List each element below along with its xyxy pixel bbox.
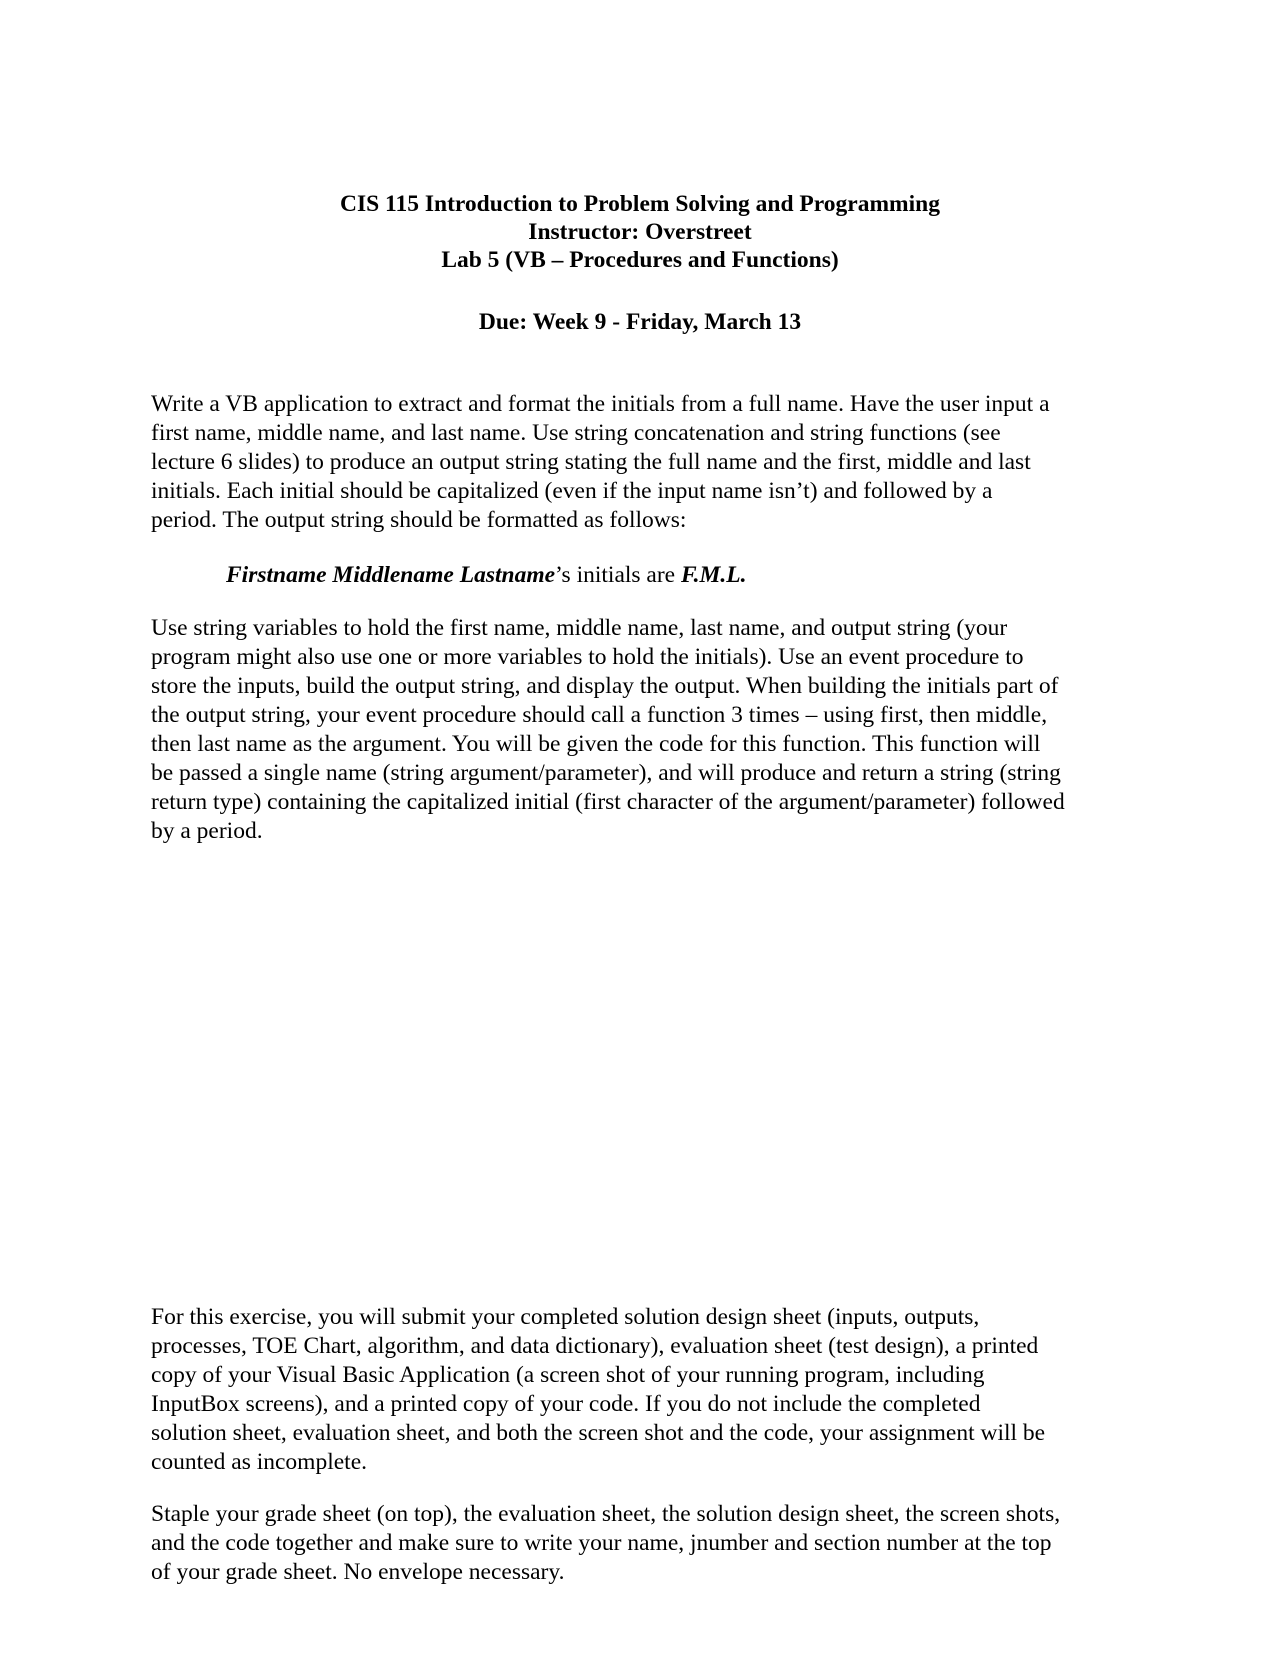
paragraph-submission: [151, 1303, 1141, 1477]
text-line: store the inputs, build the output string, and display the output. When building the initials part of: [151, 673, 1059, 699]
example-possessive: ’s initials are: [555, 562, 681, 588]
text-line: solution sheet, evaluation sheet, and both the screen shot and the code, your assignment will be: [151, 1420, 1046, 1446]
lab-title: Lab 5 (VB – Procedures and Functions): [441, 247, 839, 273]
text-line: Write a VB application to extract and format the initials from a full name. Have the user input a: [151, 391, 1050, 417]
text-line: be passed a single name (string argument/parameter), and will produce and return a string (string: [151, 760, 1061, 786]
text-line: counted as incomplete.: [151, 1449, 367, 1475]
text-line: InputBox screens), and a printed copy of your code. If you do not include the completed: [151, 1391, 981, 1417]
paragraph-variables: [151, 614, 1141, 846]
text-line: lecture 6 slides) to produce an output string stating the full name and the first, middle and last: [151, 449, 1031, 475]
due-date: Due: Week 9 - Friday, March 13: [478, 309, 802, 335]
text-line: Use string variables to hold the first name, middle name, last name, and output string (your: [151, 615, 1008, 641]
text-line: the output string, your event procedure should call a function 3 times – using first, then middle,: [151, 702, 1048, 728]
text-line: processes, TOE Chart, algorithm, and data dictionary), evaluation sheet (test design), a printed: [151, 1333, 1039, 1359]
paragraph-staple: [151, 1500, 1141, 1587]
course-title: CIS 115 Introduction to Problem Solving and Programming: [340, 191, 940, 217]
instructor-line: Instructor: Overstreet: [528, 219, 752, 245]
output-format-example: [226, 561, 747, 590]
text-line: and the code together and make sure to write your name, jnumber and section number at the top: [151, 1530, 1052, 1556]
text-line: initials. Each initial should be capitalized (even if the input name isn’t) and followed by a: [151, 478, 993, 504]
text-line: by a period.: [151, 818, 263, 844]
text-line: For this exercise, you will submit your completed solution design sheet (inputs, outputs,: [151, 1304, 980, 1330]
document-header: [0, 190, 1280, 274]
text-line: then last name as the argument. You will be given the code for this function. This function will: [151, 731, 1041, 757]
text-line: first name, middle name, and last name. Use string concatenation and string functions (see: [151, 420, 1001, 446]
text-line: Staple your grade sheet (on top), the evaluation sheet, the solution design sheet, the screen shots,: [151, 1501, 1061, 1527]
text-line: return type) containing the capitalized initial (first character of the argument/parameter) followed: [151, 789, 1065, 815]
text-line: program might also use one or more variables to hold the initials). Use an event procedure to: [151, 644, 1024, 670]
paragraph-instructions: [151, 390, 1141, 535]
text-line: of your grade sheet. No envelope necessary.: [151, 1559, 565, 1585]
example-names: Firstname Middlename Lastname: [226, 562, 556, 588]
text-line: period. The output string should be formatted as follows:: [151, 507, 687, 533]
text-line: copy of your Visual Basic Application (a screen shot of your running program, including: [151, 1362, 985, 1388]
example-initials: F.M.L.: [681, 562, 747, 588]
